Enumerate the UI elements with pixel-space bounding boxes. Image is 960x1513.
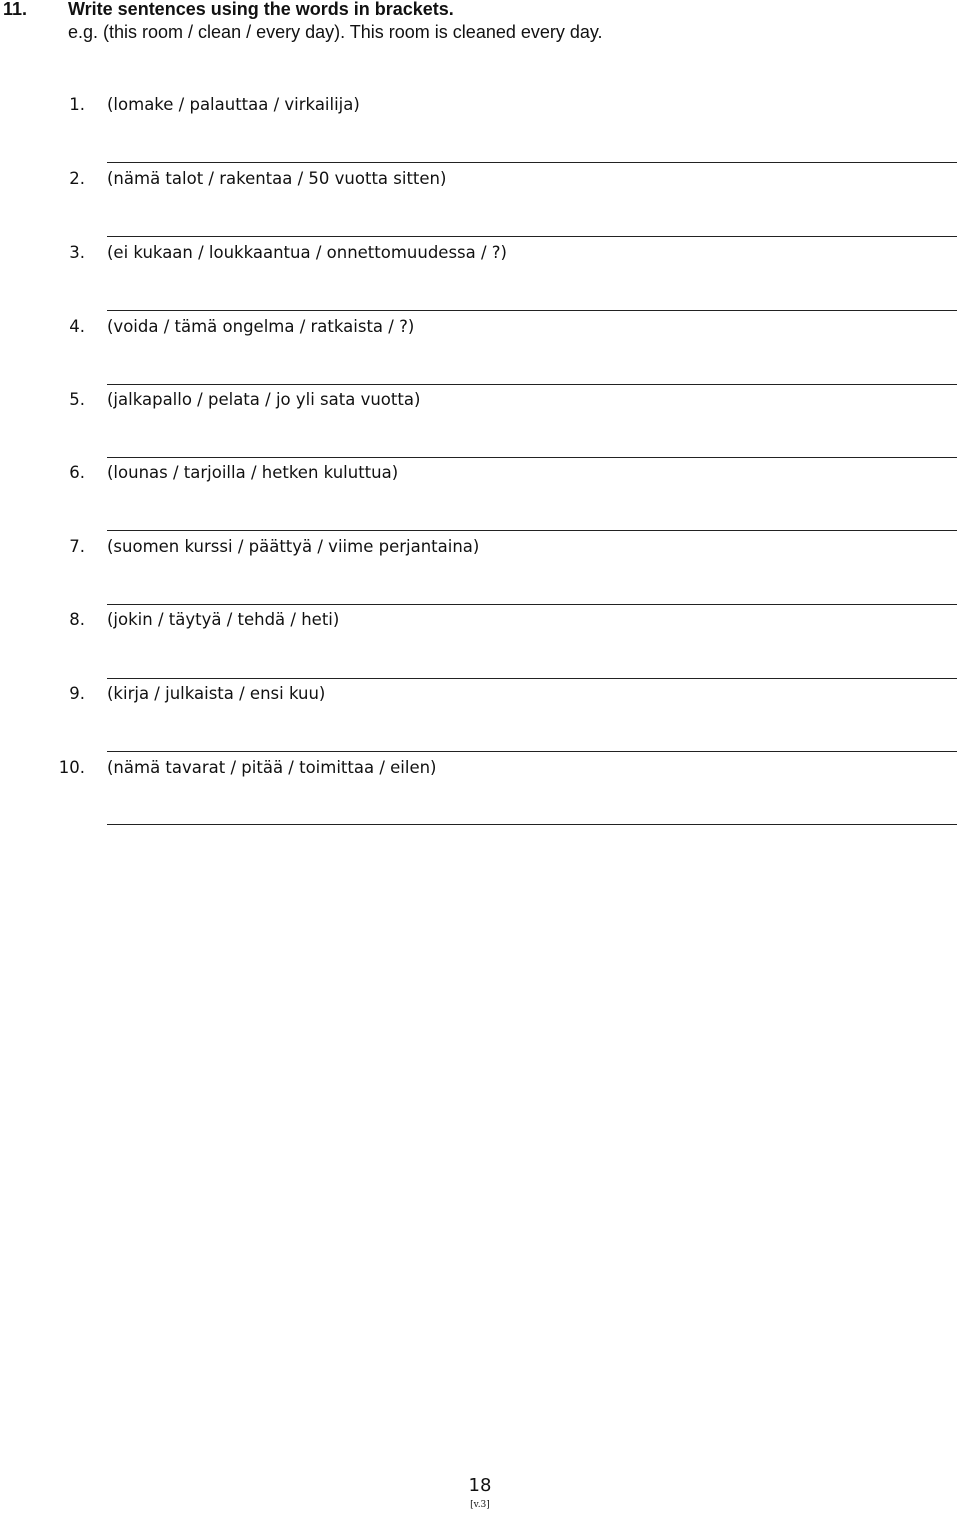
exercise-item-1 <box>0 95 960 115</box>
exercise-number: 11. <box>3 0 28 19</box>
exercise-item-5 <box>0 390 960 410</box>
item-number: 6. <box>69 463 85 482</box>
answer-line-1[interactable] <box>107 162 957 163</box>
exercise-item-6 <box>0 463 960 483</box>
item-prompt: (jalkapallo / pelata / jo yli sata vuotta) <box>107 390 421 409</box>
item-prompt: (kirja / julkaista / ensi kuu) <box>107 684 326 703</box>
item-number: 5. <box>69 390 85 409</box>
item-prompt: (lomake / palauttaa / virkailija) <box>107 95 360 114</box>
item-prompt: (suomen kurssi / päättyä / viime perjantaina) <box>107 537 480 556</box>
exercise-example: e.g. (this room / clean / every day). This room is cleaned every day. <box>68 22 603 42</box>
exercise-item-10 <box>0 758 960 778</box>
answer-line-8[interactable] <box>107 678 957 679</box>
exercise-item-7 <box>0 537 960 557</box>
item-number: 2. <box>69 169 85 188</box>
answer-line-5[interactable] <box>107 457 957 458</box>
item-prompt: (lounas / tarjoilla / hetken kuluttua) <box>107 463 399 482</box>
item-number: 7. <box>69 537 85 556</box>
exercise-header <box>0 0 960 50</box>
answer-line-3[interactable] <box>107 310 957 311</box>
page-number: 18 <box>468 1475 492 1496</box>
version-label: [v.3] <box>470 1500 490 1510</box>
answer-line-9[interactable] <box>107 751 957 752</box>
exercise-item-9 <box>0 684 960 704</box>
item-prompt: (ei kukaan / loukkaantua / onnettomuudessa / ?) <box>107 243 507 262</box>
item-number: 8. <box>69 610 85 629</box>
answer-line-10[interactable] <box>107 824 957 825</box>
item-prompt: (nämä talot / rakentaa / 50 vuotta sitten) <box>107 169 447 188</box>
exercise-item-8 <box>0 610 960 630</box>
item-prompt: (nämä tavarat / pitää / toimittaa / eilen) <box>107 758 437 777</box>
exercise-instruction: Write sentences using the words in brackets. <box>68 0 454 19</box>
exercise-item-3 <box>0 243 960 263</box>
exercise-item-4 <box>0 317 960 337</box>
answer-line-4[interactable] <box>107 384 957 385</box>
item-number: 9. <box>69 684 85 703</box>
answer-line-7[interactable] <box>107 604 957 605</box>
exercise-item-2 <box>0 169 960 189</box>
item-prompt: (jokin / täytyä / tehdä / heti) <box>107 610 340 629</box>
item-number: 3. <box>69 243 85 262</box>
item-prompt: (voida / tämä ongelma / ratkaista / ?) <box>107 317 415 336</box>
answer-line-2[interactable] <box>107 236 957 237</box>
item-number: 10. <box>58 758 85 777</box>
answer-line-6[interactable] <box>107 530 957 531</box>
item-number: 1. <box>69 95 85 114</box>
item-number: 4. <box>69 317 85 336</box>
